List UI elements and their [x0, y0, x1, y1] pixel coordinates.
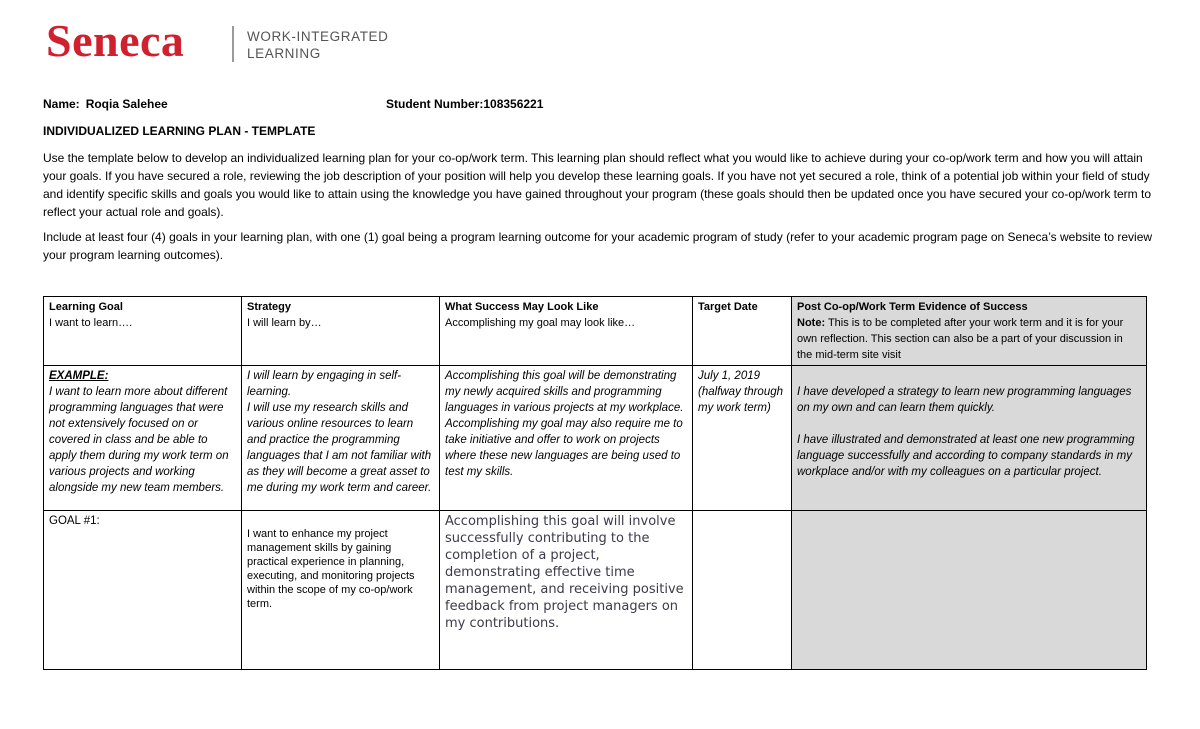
student-number-label: Student Number:: [386, 97, 484, 111]
seneca-logo: Seneca: [46, 15, 185, 66]
table-row-goal-1: [44, 511, 1147, 670]
header-strategy-title: Strategy: [247, 301, 292, 313]
header-evidence-note: This is to be completed after your work term and it is for your own reflection. This section can also be a part of your discussion in the mid-term site visit: [797, 317, 1124, 361]
table-header-row: [44, 297, 1147, 366]
goal1-success-text: Accomplishing this goal will involve successfully contributing to the completion of a project, demonstrating effective time management, and receiving positive feedback from project managers on my contributions.: [445, 514, 684, 631]
student-number-value: 108356221: [483, 97, 544, 111]
goal1-success-cell[interactable]: [440, 511, 693, 670]
document-title: INDIVIDUALIZED LEARNING PLAN - TEMPLATE: [43, 124, 316, 138]
learning-plan-table: [43, 296, 1147, 670]
goal1-label-cell[interactable]: GOAL #1:: [44, 511, 242, 670]
example-evidence-cell: [792, 366, 1147, 511]
logo-divider: [232, 26, 234, 62]
header-goal-title: Learning Goal: [49, 301, 123, 313]
instructions-paragraph-2: Include at least four (4) goals in your learning plan, with one (1) goal being a program learning outcome for your academic program of study (refer to your academic program page on Seneca’s website to review your program learning outcomes).: [43, 230, 1153, 262]
goal1-evidence-cell[interactable]: [792, 511, 1147, 670]
name-value: Roqia Salehee: [85, 97, 168, 111]
goal1-strategy-cell[interactable]: [242, 511, 440, 670]
example-target-date-cell: July 1, 2019 (halfway through my work term): [693, 366, 792, 511]
example-strategy-cell: I will learn by engaging in self-learning. I will use my research skills and various online resources to learn and practice the programming languages that I am not familiar with as they will become a great asset to me during my work term and career.: [242, 366, 440, 511]
header-success: [440, 297, 693, 366]
example-success-cell: Accomplishing this goal will be demonstrating my newly acquired skills and programming languages in various projects at my workplace. Accomplishing my goal may also require me to take initiative and offer to work on projects where these new languages are being used to test my skills.: [440, 366, 693, 511]
example-evidence-2: I have illustrated and demonstrated at least one new programming language successfully and according to company standards in my workplace and/or with my colleagues on a particular project.: [797, 434, 1135, 478]
header-strategy: [242, 297, 440, 366]
example-goal-text: I want to learn more about different programming languages that were not extensively focused on or covered in class and be able to apply them during my work term on various projects and working alongside my new team members.: [49, 386, 229, 494]
header-evidence: [792, 297, 1147, 366]
header-success-title: What Success May Look Like: [445, 301, 599, 313]
table-row-example: [44, 366, 1147, 511]
logo-subtitle-line1: WORK-INTEGRATED: [247, 29, 389, 44]
name-label: Name:: [43, 97, 80, 111]
header-learning-goal: [44, 297, 242, 366]
instructions-paragraph-1: Use the template below to develop an individualized learning plan for your co-op/work term. This learning plan should reflect what you would like to achieve during your co-op/work term and how you will attain your goals. If you have secured a role, reviewing the job description of your position will help you develop these learning goals. If you have not yet secured a role, think of a potential job within your field of study and identify specific skills and goals you would like to attain using the knowledge you have gained throughout your program (these goals should then be updated once you have secured your co-op/work term to reflect your actual role and goals).: [43, 151, 1152, 219]
goal1-strategy-text: I want to enhance my project management skills by gaining practical experience in planning, executing, and monitoring projects within the scope of my co-op/work term.: [247, 528, 415, 610]
example-goal-cell: [44, 366, 242, 511]
header-evidence-note-label: Note:: [797, 317, 826, 329]
logo-subtitle-line2: LEARNING: [247, 46, 321, 61]
logo-subtitle: [247, 28, 389, 62]
goal1-target-date-cell[interactable]: [693, 511, 792, 670]
header-success-sub: Accomplishing my goal may look like…: [445, 317, 636, 329]
header-strategy-sub: I will learn by…: [247, 317, 322, 329]
student-number: [386, 97, 543, 111]
example-label: EXAMPLE:: [49, 370, 109, 382]
header-evidence-title: Post Co-op/Work Term Evidence of Success: [797, 301, 1028, 313]
header-goal-sub: I want to learn….: [49, 317, 133, 329]
header-target-title: Target Date: [698, 301, 758, 313]
student-name: [43, 97, 168, 111]
example-evidence-1: I have developed a strategy to learn new programming languages on my own and can learn them quickly.: [797, 386, 1132, 414]
header-target-date: [693, 297, 792, 366]
